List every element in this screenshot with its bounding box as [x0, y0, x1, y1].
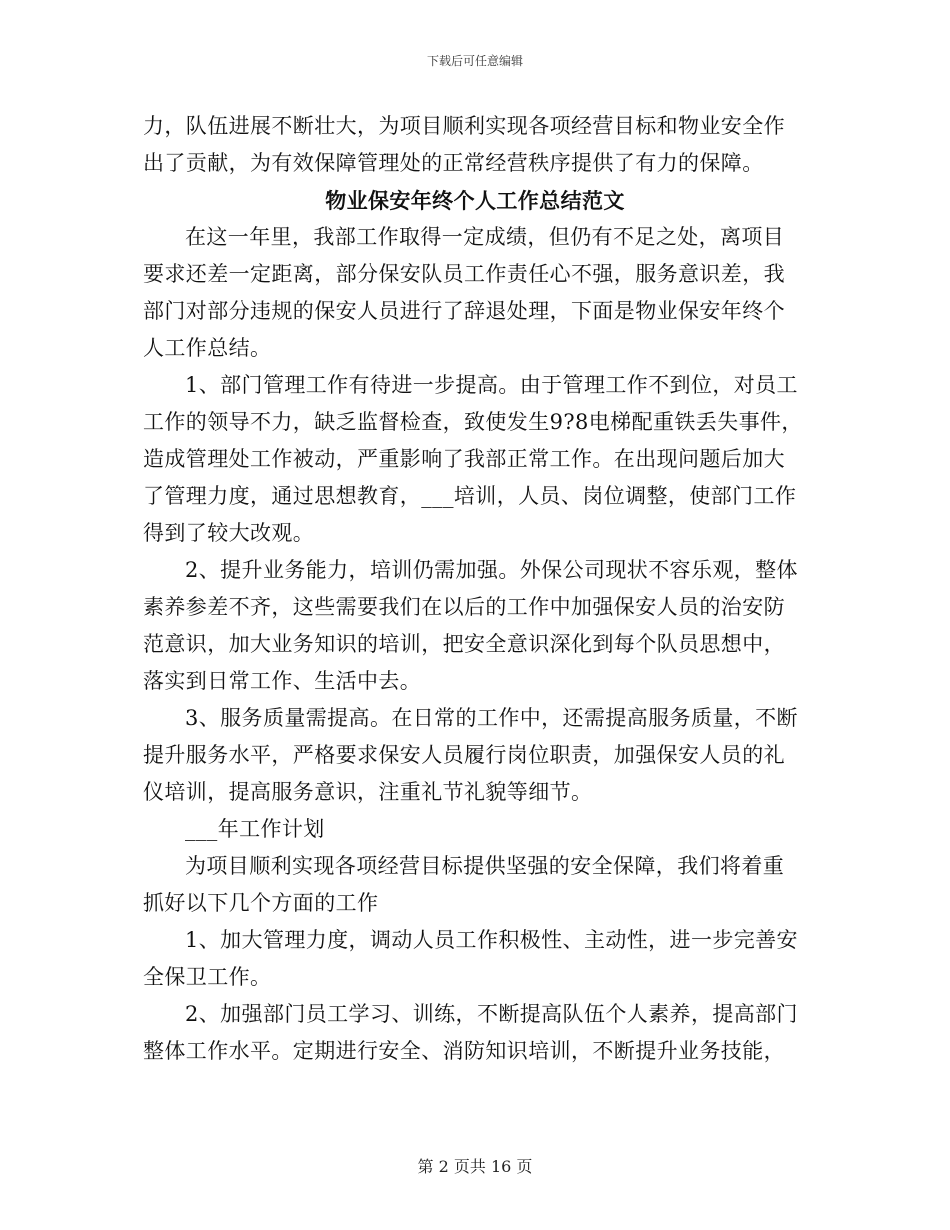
paragraph-line: 出了贡献，为有效保障管理处的正常经营秩序提供了有力的保障。 [143, 151, 764, 175]
paragraph-first-line: 在这一年里，我部工作取得一定成绩，但仍有不足之处，离项目 [185, 225, 785, 249]
paragraph-first-line: 为项目顺利实现各项经营目标提供坚强的安全保障，我们将着重 [185, 854, 785, 878]
paragraph-first-line: 3、服务质量需提高。在日常的工作中，还需提高服务质量，不断 [185, 706, 798, 730]
paragraph-line: 范意识，加大业务知识的培训，把安全意识深化到每个队员思想中， [143, 632, 785, 656]
paragraph-first-line: 1、加大管理力度，调动人员工作积极性、主动性，进一步完善安 [185, 928, 798, 952]
page-footer: 第 2 页共 16 页 [417, 1157, 533, 1176]
paragraph-line: 了管理力度，通过思想教育，___培训，人员、岗位调整，使部门工作 [143, 484, 797, 508]
section-title: 物业保安年终个人工作总结范文 [325, 188, 625, 213]
paragraph-line: 整体工作水平。定期进行安全、消防知识培训，不断提升业务技能， [143, 1039, 785, 1063]
paragraph-line: 要求还差一定距离，部分保安队员工作责任心不强，服务意识差，我 [143, 262, 785, 286]
paragraph-line: 造成管理处工作被动，严重影响了我部正常工作。在出现问题后加大 [143, 447, 785, 471]
paragraph-line: 全保卫工作。 [143, 965, 272, 989]
paragraph-first-line: 2、提升业务能力，培训仍需加强。外保公司现状不容乐观，整体 [185, 558, 798, 582]
paragraph-first-line: ___年工作计划 [185, 817, 325, 841]
document-body [143, 108, 807, 1070]
paragraph-line: 力，队伍进展不断壮大，为项目顺利实现各项经营目标和物业安全作 [143, 114, 785, 138]
paragraph-line: 抓好以下几个方面的工作 [143, 891, 379, 915]
paragraph-line: 仪培训，提高服务意识，注重礼节礼貌等细节。 [143, 780, 593, 804]
paragraph-first-line: 2、加强部门员工学习、训练，不断提高队伍个人素养，提高部门 [185, 1002, 798, 1026]
paragraph-line: 素养参差不齐，这些需要我们在以后的工作中加强保安人员的治安防 [143, 595, 785, 619]
paragraph-line: 提升服务水平，严格要求保安人员履行岗位职责，加强保安人员的礼 [143, 743, 785, 767]
page-header: 下载后可任意编辑 [426, 54, 523, 68]
paragraph-line: 落实到日常工作、生活中去。 [143, 669, 422, 693]
paragraph-line: 人工作总结。 [143, 336, 272, 360]
paragraph-line: 部门对部分违规的保安人员进行了辞退处理，下面是物业保安年终个 [143, 299, 785, 323]
paragraph-line: 工作的领导不力，缺乏监督检查，致使发生9?8电梯配重铁丢失事件， [143, 410, 803, 434]
paragraph-first-line: 1、部门管理工作有待进一步提高。由于管理工作不到位，对员工 [185, 373, 798, 397]
paragraph-line: 得到了较大改观。 [143, 521, 315, 545]
